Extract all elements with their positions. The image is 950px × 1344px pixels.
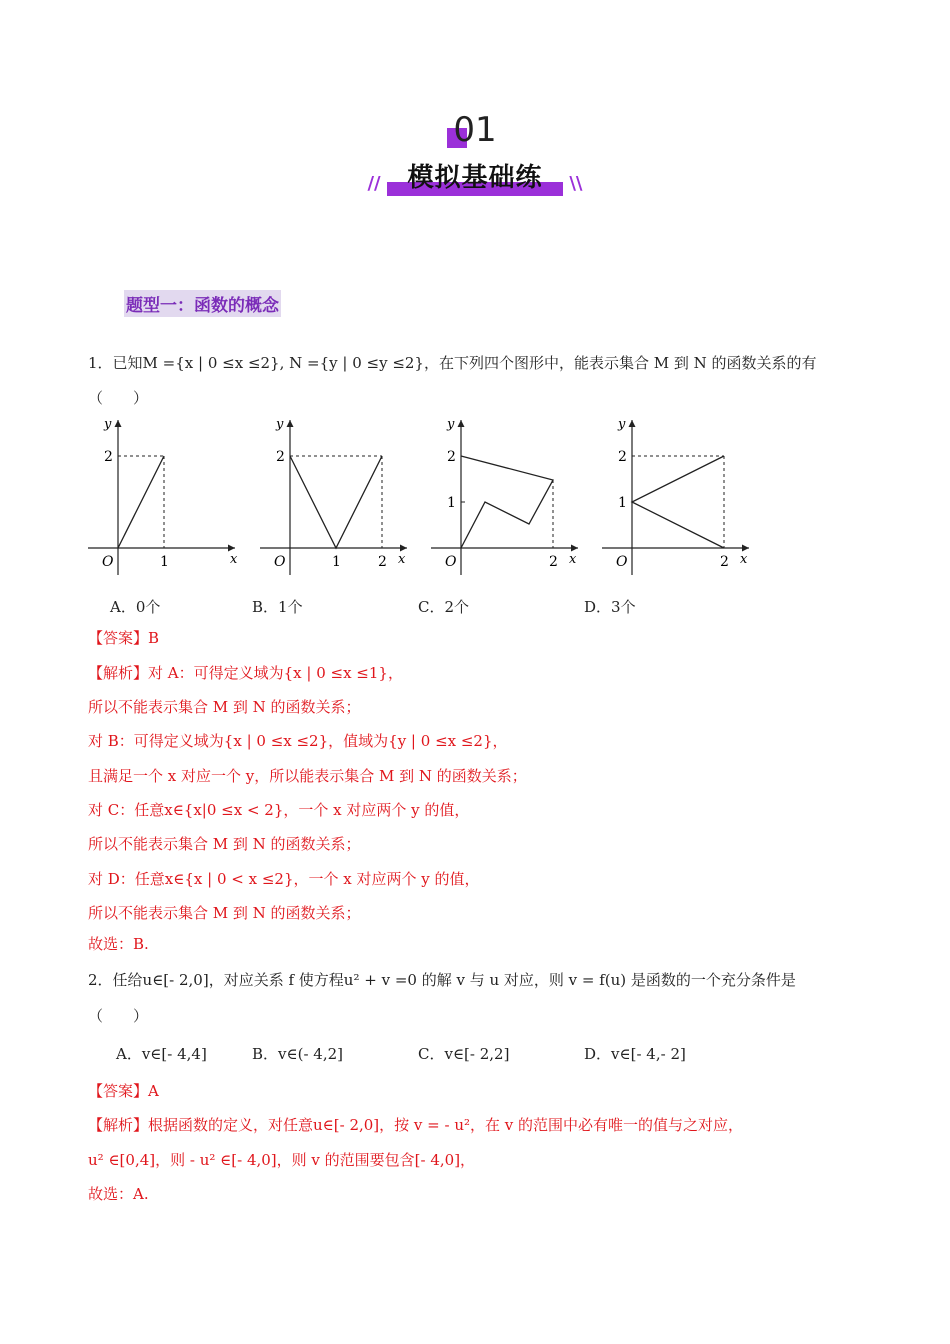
q1-analysis-line-9: 故选：B. <box>88 935 149 953</box>
graph-a-x-label: x <box>230 552 238 567</box>
slash-left: // <box>367 173 381 194</box>
graph-c-x-label: x <box>569 552 577 567</box>
q1-option-a: A．0个 <box>110 598 161 616</box>
graph-d-y-label: y <box>618 417 626 432</box>
graph-b-y-label: y <box>276 417 284 432</box>
q1-analysis-line-7: 对 D：任意x∈{x | 0 < x ≤2}，一个 x 对应两个 y 的值， <box>88 870 480 888</box>
q2-analysis-line-2: u² ∈[0,4]，则 - u² ∈[- 4,0]，则 v 的范围要包含[- 4,0]， <box>88 1151 476 1169</box>
graph-a-tick-y2: 2 <box>104 449 113 465</box>
graph-d-tick-y1: 1 <box>618 495 627 511</box>
slash-right: \\ <box>569 173 583 194</box>
section-number <box>435 110 515 150</box>
graph-a-tick-x1: 1 <box>160 554 169 570</box>
q1-analysis-line-5: 对 C：任意x∈{x|0 ≤x < 2}，一个 x 对应两个 y 的值， <box>88 801 470 819</box>
graph-a-origin: O <box>102 554 114 570</box>
graph-d-tick-x2: 2 <box>720 554 729 570</box>
q1-analysis-line-8: 所以不能表示集合 M 到 N 的函数关系； <box>88 904 361 922</box>
graph-b <box>260 417 407 575</box>
q1-option-b: B．1个 <box>252 598 303 616</box>
q2-option-b: B．v∈(- 4,2] <box>252 1045 343 1063</box>
q1-stem: 1．已知M ={x | 0 ≤x ≤2}, N ={y | 0 ≤y ≤2}，在下列四个图形中，能表示集合 M 到 N 的函数关系的有 <box>88 354 817 372</box>
q1-analysis-line-3: 对 B：可得定义域为{x | 0 ≤x ≤2}，值域为{y | 0 ≤x ≤2}， <box>88 732 508 750</box>
graph-c <box>431 417 578 575</box>
graph-d-x-label: x <box>740 552 748 567</box>
q2-option-d: D．v∈[- 4,- 2] <box>584 1045 686 1063</box>
graph-c-tick-y1: 1 <box>447 495 456 511</box>
q1-option-c: C．2个 <box>418 598 470 616</box>
graph-b-tick-y2: 2 <box>276 449 285 465</box>
section-number-text: 01 <box>453 110 497 150</box>
q2-paren: （ ） <box>88 1007 149 1025</box>
graph-c-tick-x2: 2 <box>549 554 558 570</box>
graph-c-origin: O <box>445 554 457 570</box>
graph-b-x-label: x <box>398 552 406 567</box>
q1-analysis-line-4: 且满足一个 x 对应一个 y，所以能表示集合 M 到 N 的函数关系； <box>88 767 527 785</box>
q1-analysis-line-1: 【解析】对 A：可得定义域为{x | 0 ≤x ≤1}， <box>88 664 403 682</box>
graph-a-y-label: y <box>104 417 112 432</box>
q2-analysis-line-3: 故选：A. <box>88 1185 149 1203</box>
section-title-text: 模拟基础练 <box>407 163 543 193</box>
q1-option-d: D．3个 <box>584 598 636 616</box>
q1-answer: 【答案】B <box>88 629 160 647</box>
q2-option-a: A．v∈[- 4,4] <box>116 1045 207 1063</box>
graph-b-origin: O <box>274 554 286 570</box>
q2-stem: 2．任给u∈[- 2,0]，对应关系 f 使方程u² + v =0 的解 v 与 u 对应，则 v = f(u) 是函数的一个充分条件是 <box>88 971 796 989</box>
graph-a <box>88 417 238 575</box>
q1-analysis-line-6: 所以不能表示集合 M 到 N 的函数关系； <box>88 835 361 853</box>
q2-answer: 【答案】A <box>88 1082 159 1100</box>
graph-d-tick-y2: 2 <box>618 449 627 465</box>
graph-c-tick-y2: 2 <box>447 449 456 465</box>
section-title <box>367 158 582 198</box>
q1-graphs <box>80 410 760 585</box>
graph-c-y-label: y <box>447 417 455 432</box>
graph-b-tick-x1: 1 <box>332 554 341 570</box>
q2-analysis-line-1: 【解析】根据函数的定义，对任意u∈[- 2,0]，按 v = - u²，在 v 的范围中必有唯一的值与之对应， <box>88 1116 744 1134</box>
graph-d <box>602 417 749 575</box>
question-type-tag: 题型一：函数的概念 <box>124 290 281 317</box>
page-header <box>0 110 950 198</box>
q1-analysis-line-2: 所以不能表示集合 M 到 N 的函数关系； <box>88 698 361 716</box>
q2-option-c: C．v∈[- 2,2] <box>418 1045 510 1063</box>
graph-d-origin: O <box>616 554 628 570</box>
q1-paren: （ ） <box>88 389 149 407</box>
graph-b-tick-x2: 2 <box>378 554 387 570</box>
